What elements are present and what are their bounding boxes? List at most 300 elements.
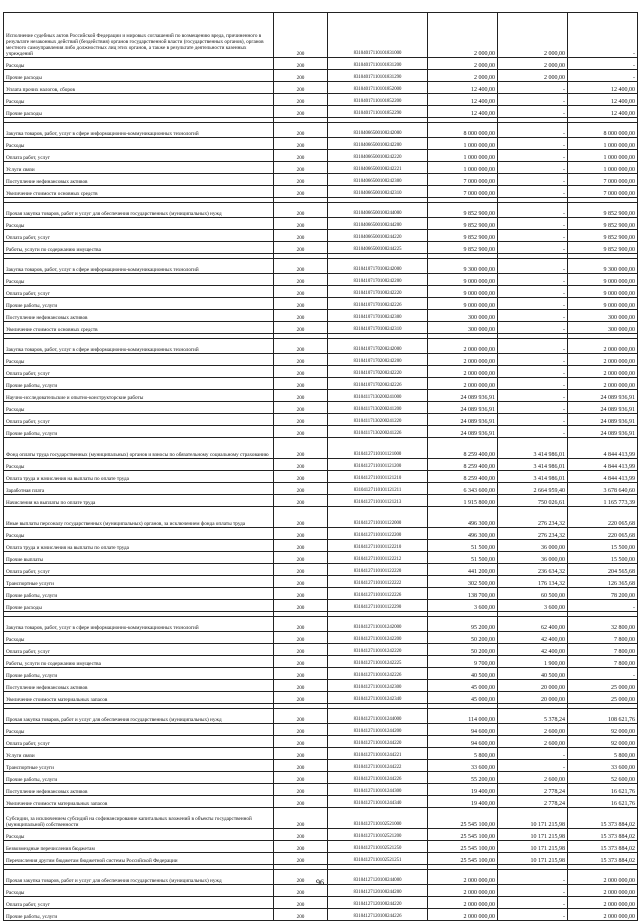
executed-amount-cell: -	[498, 218, 568, 230]
table-row	[4, 576, 638, 588]
unexecuted-amount-cell: 9 852 900,00	[568, 230, 638, 242]
approved-amount-cell: 2 000 000,00	[428, 909, 498, 921]
row-name-cell: Оплата работ, услуг	[4, 564, 274, 576]
row-name-cell: Прочие работы, услуги	[4, 588, 274, 600]
unexecuted-amount-cell: 300 000,00	[568, 310, 638, 322]
approved-amount-cell: 1 000 000,00	[428, 150, 498, 162]
table-row	[4, 310, 638, 322]
row-name-cell: Расходы	[4, 724, 274, 736]
classification-code-cell: 83104066500100244000	[328, 203, 428, 218]
classification-code-cell: 83104017110101852290	[328, 106, 428, 118]
line-code-cell: 200	[274, 853, 328, 865]
line-code-cell: 200	[274, 82, 328, 94]
executed-amount-cell: 3 600,00	[498, 600, 568, 612]
table-row	[4, 748, 638, 760]
unexecuted-amount-cell: 32 800,00	[568, 617, 638, 632]
classification-code-cell: 83104127110101122210	[328, 540, 428, 552]
executed-amount-cell: 20 000,00	[498, 692, 568, 704]
unexecuted-amount-cell: 204 565,68	[568, 564, 638, 576]
classification-code-cell: 83104066500100242300	[328, 174, 428, 186]
line-code-cell: 200	[274, 656, 328, 668]
approved-amount-cell: 7 000 000,00	[428, 174, 498, 186]
executed-amount-cell: -	[498, 870, 568, 885]
line-code-cell: 200	[274, 186, 328, 198]
line-code-cell: 200	[274, 162, 328, 174]
executed-amount-cell: 2 000,00	[498, 58, 568, 70]
row-name-cell: Услуги связи	[4, 162, 274, 174]
executed-amount-cell: -	[498, 339, 568, 354]
row-name-cell: Уплата прочих налогов, сборов	[4, 82, 274, 94]
line-code-cell: 200	[274, 617, 328, 632]
table-row	[4, 274, 638, 286]
unexecuted-amount-cell: 24 089 936,91	[568, 390, 638, 402]
line-code-cell: 200	[274, 885, 328, 897]
approved-amount-cell: 12 400,00	[428, 82, 498, 94]
table-row	[4, 162, 638, 174]
executed-amount-cell: 62 400,00	[498, 617, 568, 632]
approved-amount-cell: 9 000 000,00	[428, 274, 498, 286]
line-code-cell: 200	[274, 897, 328, 909]
approved-amount-cell: 25 545 100,00	[428, 841, 498, 853]
approved-amount-cell: 5 800,00	[428, 748, 498, 760]
row-name-cell: Научно-исследовательские и опытно-конструкторские работы	[4, 390, 274, 402]
line-code-cell: 200	[274, 709, 328, 724]
unexecuted-amount-cell: 92 000,00	[568, 724, 638, 736]
table-row	[4, 760, 638, 772]
line-code-cell: 200	[274, 274, 328, 286]
classification-code-cell: 83104117130200241226	[328, 426, 428, 438]
table-row	[4, 203, 638, 218]
executed-amount-cell: 2 778,24	[498, 796, 568, 808]
executed-amount-cell: 2 778,24	[498, 784, 568, 796]
table-row	[4, 459, 638, 471]
executed-amount-cell: 10 171 215,98	[498, 853, 568, 865]
line-code-cell: 200	[274, 796, 328, 808]
row-name-cell: Прочая закупка товаров, работ и услуг для обеспечения государственных (муниципальных) нужд	[4, 709, 274, 724]
unexecuted-amount-cell: 4 844 413,99	[568, 459, 638, 471]
table-row	[4, 784, 638, 796]
line-code-cell: 200	[274, 414, 328, 426]
approved-amount-cell: 50 200,00	[428, 632, 498, 644]
line-code-cell: 200	[274, 564, 328, 576]
classification-code-cell: 83104127110101242226	[328, 668, 428, 680]
executed-amount-cell: 40 500,00	[498, 668, 568, 680]
executed-amount-cell: 3 414 986,01	[498, 459, 568, 471]
table-row	[4, 106, 638, 118]
line-code-cell: 200	[274, 242, 328, 254]
unexecuted-amount-cell: -	[568, 600, 638, 612]
executed-amount-cell: 2 600,00	[498, 772, 568, 784]
line-code-cell: 200	[274, 588, 328, 600]
executed-amount-cell: 36 000,00	[498, 540, 568, 552]
line-code-cell: 200	[274, 390, 328, 402]
budget-execution-table	[3, 12, 638, 921]
table-row	[4, 322, 638, 334]
table-row	[4, 82, 638, 94]
classification-code-cell: 83104127110101122000	[328, 507, 428, 528]
approved-amount-cell: 9 852 900,00	[428, 203, 498, 218]
classification-code-cell: 83104127110102521200	[328, 829, 428, 841]
table-row	[4, 495, 638, 507]
table-row	[4, 632, 638, 644]
table-row	[4, 680, 638, 692]
unexecuted-amount-cell: 1 000 000,00	[568, 150, 638, 162]
table-row	[4, 286, 638, 298]
line-code-cell: 200	[274, 692, 328, 704]
approved-amount-cell: 19 400,00	[428, 796, 498, 808]
line-code-cell: 200	[274, 339, 328, 354]
classification-code-cell: 83104127110101242220	[328, 644, 428, 656]
row-name-cell: Безвозмездные перечисления бюджетам	[4, 841, 274, 853]
unexecuted-amount-cell: 300 000,00	[568, 322, 638, 334]
table-row	[4, 354, 638, 366]
classification-code-cell: 83104117130200241220	[328, 414, 428, 426]
executed-amount-cell: -	[498, 186, 568, 198]
classification-code-cell: 83104127120100244000	[328, 870, 428, 885]
executed-amount-cell: -	[498, 82, 568, 94]
approved-amount-cell: 2 000,00	[428, 58, 498, 70]
table-row	[4, 426, 638, 438]
unexecuted-amount-cell: 8 000 000,00	[568, 123, 638, 138]
approved-amount-cell: 12 400,00	[428, 106, 498, 118]
unexecuted-amount-cell: 2 000 000,00	[568, 366, 638, 378]
unexecuted-amount-cell: 9 000 000,00	[568, 286, 638, 298]
row-name-cell: Поступление нефинансовых активов	[4, 680, 274, 692]
row-name-cell: Исполнение судебных актов Российской Федерации и мировых соглашений по возмещению вреда, причиненного в результате незаконных действий (бездействия) органов государственной власти (государственных органов), органов местного самоуправления либо должностных лиц этих органов, а также в результате деятельности казенных учреждений	[4, 13, 274, 58]
classification-code-cell: 83104127110101122212	[328, 552, 428, 564]
unexecuted-amount-cell: 12 400,00	[568, 94, 638, 106]
executed-amount-cell: -	[498, 310, 568, 322]
executed-amount-cell: -	[498, 203, 568, 218]
row-name-cell: Поступление нефинансовых активов	[4, 174, 274, 186]
unexecuted-amount-cell: 3 678 640,60	[568, 483, 638, 495]
classification-code-cell: 83104127110101242225	[328, 656, 428, 668]
executed-amount-cell: 1 900,00	[498, 656, 568, 668]
executed-amount-cell: -	[498, 322, 568, 334]
executed-amount-cell: -	[498, 885, 568, 897]
line-code-cell: 200	[274, 259, 328, 274]
unexecuted-amount-cell: 1 165 773,39	[568, 495, 638, 507]
unexecuted-amount-cell: 7 000 000,00	[568, 174, 638, 186]
row-name-cell: Прочие работы, услуги	[4, 909, 274, 921]
unexecuted-amount-cell: 52 600,00	[568, 772, 638, 784]
executed-amount-cell: -	[498, 366, 568, 378]
table-row	[4, 366, 638, 378]
row-name-cell: Закупка товаров, работ, услуг в сфере информационно-коммуникационных технологий	[4, 617, 274, 632]
unexecuted-amount-cell: 2 000 000,00	[568, 897, 638, 909]
table-row	[4, 123, 638, 138]
approved-amount-cell: 302 500,00	[428, 576, 498, 588]
classification-code-cell: 83104017110101852200	[328, 94, 428, 106]
executed-amount-cell: -	[498, 174, 568, 186]
executed-amount-cell: 10 171 215,98	[498, 808, 568, 829]
classification-code-cell: 83104127110101244000	[328, 709, 428, 724]
line-code-cell: 200	[274, 841, 328, 853]
classification-code-cell: 83104127110101122200	[328, 528, 428, 540]
classification-code-cell: 83104127110101121210	[328, 471, 428, 483]
executed-amount-cell: -	[498, 274, 568, 286]
row-name-cell: Субсидии, за исключением субсидий на софинансирование капитальных вложений в объекты государственной (муниципальной) собственности	[4, 808, 274, 829]
line-code-cell: 200	[274, 748, 328, 760]
row-name-cell: Расходы	[4, 138, 274, 150]
unexecuted-amount-cell: 16 621,76	[568, 796, 638, 808]
classification-code-cell: 83104127110101244222	[328, 760, 428, 772]
row-name-cell: Увеличение стоимости основных средств	[4, 186, 274, 198]
approved-amount-cell: 94 600,00	[428, 724, 498, 736]
classification-code-cell: 83104127110101121000	[328, 438, 428, 459]
classification-code-cell: 83104127110101244340	[328, 796, 428, 808]
executed-amount-cell: -	[498, 897, 568, 909]
line-code-cell: 200	[274, 724, 328, 736]
line-code-cell: 200	[274, 203, 328, 218]
table-row	[4, 644, 638, 656]
classification-code-cell: 83104107170200242226	[328, 378, 428, 390]
unexecuted-amount-cell: 2 000 000,00	[568, 354, 638, 366]
line-code-cell: 200	[274, 459, 328, 471]
line-code-cell: 200	[274, 298, 328, 310]
executed-amount-cell: -	[498, 138, 568, 150]
approved-amount-cell: 300 000,00	[428, 310, 498, 322]
row-name-cell: Увеличение стоимости основных средств	[4, 322, 274, 334]
executed-amount-cell: 10 171 215,98	[498, 829, 568, 841]
approved-amount-cell: 2 000 000,00	[428, 354, 498, 366]
row-name-cell: Расходы	[4, 632, 274, 644]
unexecuted-amount-cell: 2 000 000,00	[568, 909, 638, 921]
classification-code-cell: 83104066500100242220	[328, 150, 428, 162]
classification-code-cell: 83104127110101121211	[328, 483, 428, 495]
unexecuted-amount-cell: -	[568, 668, 638, 680]
line-code-cell: 200	[274, 378, 328, 390]
line-code-cell: 200	[274, 402, 328, 414]
unexecuted-amount-cell: 25 000,00	[568, 692, 638, 704]
row-name-cell: Прочие работы, услуги	[4, 668, 274, 680]
line-code-cell: 200	[274, 870, 328, 885]
table-row	[4, 796, 638, 808]
table-row	[4, 897, 638, 909]
row-name-cell: Увеличение стоимости материальных запасов	[4, 796, 274, 808]
approved-amount-cell: 7 000 000,00	[428, 186, 498, 198]
row-name-cell: Расходы	[4, 528, 274, 540]
line-code-cell: 200	[274, 174, 328, 186]
unexecuted-amount-cell: 7 800,00	[568, 644, 638, 656]
unexecuted-amount-cell: 12 400,00	[568, 82, 638, 94]
executed-amount-cell: -	[498, 414, 568, 426]
line-code-cell: 200	[274, 94, 328, 106]
executed-amount-cell: 42 400,00	[498, 644, 568, 656]
unexecuted-amount-cell: -	[568, 13, 638, 58]
line-code-cell: 200	[274, 123, 328, 138]
approved-amount-cell: 2 000 000,00	[428, 378, 498, 390]
classification-code-cell: 83104127110101244300	[328, 784, 428, 796]
approved-amount-cell: 9 000 000,00	[428, 298, 498, 310]
approved-amount-cell: 496 300,00	[428, 528, 498, 540]
table-row	[4, 390, 638, 402]
table-row	[4, 656, 638, 668]
approved-amount-cell: 50 200,00	[428, 644, 498, 656]
approved-amount-cell: 1 915 800,00	[428, 495, 498, 507]
classification-code-cell: 83104107170100242310	[328, 322, 428, 334]
unexecuted-amount-cell: 2 000 000,00	[568, 378, 638, 390]
line-code-cell: 200	[274, 310, 328, 322]
classification-code-cell: 83104127110101121213	[328, 495, 428, 507]
row-name-cell: Прочая закупка товаров, работ и услуг для обеспечения государственных (муниципальных) нужд	[4, 870, 274, 885]
table-row	[4, 378, 638, 390]
approved-amount-cell: 25 545 100,00	[428, 808, 498, 829]
classification-code-cell: 83104127110101244220	[328, 736, 428, 748]
classification-code-cell: 83104127110101122220	[328, 564, 428, 576]
classification-code-cell: 83104066500100242221	[328, 162, 428, 174]
classification-code-cell: 83104127110101244226	[328, 772, 428, 784]
approved-amount-cell: 2 000 000,00	[428, 885, 498, 897]
approved-amount-cell: 8 259 400,00	[428, 438, 498, 459]
unexecuted-amount-cell: 108 621,76	[568, 709, 638, 724]
executed-amount-cell: 20 000,00	[498, 680, 568, 692]
line-code-cell: 200	[274, 540, 328, 552]
table-row	[4, 552, 638, 564]
classification-code-cell: 83104117130200241200	[328, 402, 428, 414]
line-code-cell: 200	[274, 138, 328, 150]
approved-amount-cell: 25 545 100,00	[428, 829, 498, 841]
unexecuted-amount-cell: 15 373 884,02	[568, 808, 638, 829]
executed-amount-cell: 42 400,00	[498, 632, 568, 644]
unexecuted-amount-cell: 24 089 936,91	[568, 426, 638, 438]
table-row	[4, 186, 638, 198]
table-row	[4, 339, 638, 354]
approved-amount-cell: 9 852 900,00	[428, 230, 498, 242]
unexecuted-amount-cell: 7 000 000,00	[568, 186, 638, 198]
line-code-cell: 200	[274, 495, 328, 507]
approved-amount-cell: 2 000 000,00	[428, 870, 498, 885]
approved-amount-cell: 300 000,00	[428, 322, 498, 334]
classification-code-cell: 83104107170100242220	[328, 286, 428, 298]
table-row	[4, 402, 638, 414]
table-row	[4, 617, 638, 632]
row-name-cell: Прочие расходы	[4, 106, 274, 118]
line-code-cell: 200	[274, 438, 328, 459]
executed-amount-cell: 276 234,32	[498, 528, 568, 540]
table-row	[4, 853, 638, 865]
row-name-cell: Прочие работы, услуги	[4, 426, 274, 438]
approved-amount-cell: 45 000,00	[428, 692, 498, 704]
approved-amount-cell: 33 600,00	[428, 760, 498, 772]
table-row	[4, 483, 638, 495]
executed-amount-cell: 5 378,24	[498, 709, 568, 724]
row-name-cell: Закупка товаров, работ, услуг в сфере информационно-коммуникационных технологий	[4, 259, 274, 274]
table-row	[4, 808, 638, 829]
approved-amount-cell: 2 000,00	[428, 70, 498, 82]
line-code-cell: 200	[274, 600, 328, 612]
classification-code-cell: 83104107170100242226	[328, 298, 428, 310]
line-code-cell: 200	[274, 808, 328, 829]
approved-amount-cell: 8 000 000,00	[428, 123, 498, 138]
classification-code-cell: 83104127120100244200	[328, 885, 428, 897]
line-code-cell: 200	[274, 736, 328, 748]
row-name-cell: Перечисления другим бюджетам бюджетной системы Российской Федерации	[4, 853, 274, 865]
row-name-cell: Расходы	[4, 885, 274, 897]
line-code-cell: 200	[274, 150, 328, 162]
unexecuted-amount-cell: 9 852 900,00	[568, 242, 638, 254]
row-name-cell: Расходы	[4, 829, 274, 841]
table-row	[4, 841, 638, 853]
approved-amount-cell: 24 089 936,91	[428, 390, 498, 402]
line-code-cell: 200	[274, 106, 328, 118]
approved-amount-cell: 24 089 936,91	[428, 402, 498, 414]
unexecuted-amount-cell: 2 000 000,00	[568, 339, 638, 354]
approved-amount-cell: 2 000 000,00	[428, 897, 498, 909]
table-row	[4, 772, 638, 784]
classification-code-cell: 83104127110102521251	[328, 853, 428, 865]
classification-code-cell: 83104066500100244200	[328, 218, 428, 230]
unexecuted-amount-cell: 92 000,00	[568, 736, 638, 748]
executed-amount-cell: -	[498, 378, 568, 390]
row-name-cell: Фонд оплаты труда государственных (муниципальных) органов и взносы по обязательному социальному страхованию	[4, 438, 274, 459]
approved-amount-cell: 9 000 000,00	[428, 286, 498, 298]
table-row	[4, 298, 638, 310]
unexecuted-amount-cell: 1 000 000,00	[568, 138, 638, 150]
table-row	[4, 218, 638, 230]
executed-amount-cell: 2 664 959,40	[498, 483, 568, 495]
executed-amount-cell: -	[498, 354, 568, 366]
unexecuted-amount-cell: 9 000 000,00	[568, 274, 638, 286]
line-code-cell: 200	[274, 230, 328, 242]
unexecuted-amount-cell: 9 300 000,00	[568, 259, 638, 274]
executed-amount-cell: -	[498, 150, 568, 162]
classification-code-cell: 83104127110102521000	[328, 808, 428, 829]
unexecuted-amount-cell: 2 000 000,00	[568, 885, 638, 897]
unexecuted-amount-cell: 5 800,00	[568, 748, 638, 760]
unexecuted-amount-cell: 24 089 936,91	[568, 402, 638, 414]
approved-amount-cell: 9 852 900,00	[428, 218, 498, 230]
row-name-cell: Поступление нефинансовых активов	[4, 310, 274, 322]
unexecuted-amount-cell: 220 065,68	[568, 528, 638, 540]
classification-code-cell: 83104107170200242000	[328, 339, 428, 354]
row-name-cell: Оплата работ, услуг	[4, 897, 274, 909]
approved-amount-cell: 2 000 000,00	[428, 366, 498, 378]
approved-amount-cell: 25 545 100,00	[428, 853, 498, 865]
row-name-cell: Прочая закупка товаров, работ и услуг для обеспечения государственных (муниципальных) нужд	[4, 203, 274, 218]
classification-code-cell: 83104066500100244225	[328, 242, 428, 254]
unexecuted-amount-cell: 126 365,68	[568, 576, 638, 588]
classification-code-cell: 83104127110101122290	[328, 600, 428, 612]
row-name-cell: Оплата работ, услуг	[4, 736, 274, 748]
unexecuted-amount-cell: 4 844 413,99	[568, 438, 638, 459]
row-name-cell: Прочие расходы	[4, 600, 274, 612]
approved-amount-cell: 19 400,00	[428, 784, 498, 796]
row-name-cell: Прочие работы, услуги	[4, 772, 274, 784]
unexecuted-amount-cell: 9 852 900,00	[568, 203, 638, 218]
classification-code-cell: 83104127110101244200	[328, 724, 428, 736]
approved-amount-cell: 9 300 000,00	[428, 259, 498, 274]
table-row	[4, 438, 638, 459]
executed-amount-cell: 2 000,00	[498, 13, 568, 58]
unexecuted-amount-cell: 15 373 884,02	[568, 829, 638, 841]
executed-amount-cell: -	[498, 259, 568, 274]
approved-amount-cell: 94 600,00	[428, 736, 498, 748]
classification-code-cell: 83104066500100244220	[328, 230, 428, 242]
unexecuted-amount-cell: 24 089 936,91	[568, 414, 638, 426]
unexecuted-amount-cell: 78 200,00	[568, 588, 638, 600]
table-row	[4, 70, 638, 82]
line-code-cell: 200	[274, 528, 328, 540]
table-row	[4, 909, 638, 921]
classification-code-cell: 83104127110101121200	[328, 459, 428, 471]
row-name-cell: Начисления на выплаты по оплате труда	[4, 495, 274, 507]
line-code-cell: 200	[274, 322, 328, 334]
row-name-cell: Транспортные услуги	[4, 576, 274, 588]
approved-amount-cell: 138 700,00	[428, 588, 498, 600]
unexecuted-amount-cell: 25 000,00	[568, 680, 638, 692]
line-code-cell: 200	[274, 784, 328, 796]
